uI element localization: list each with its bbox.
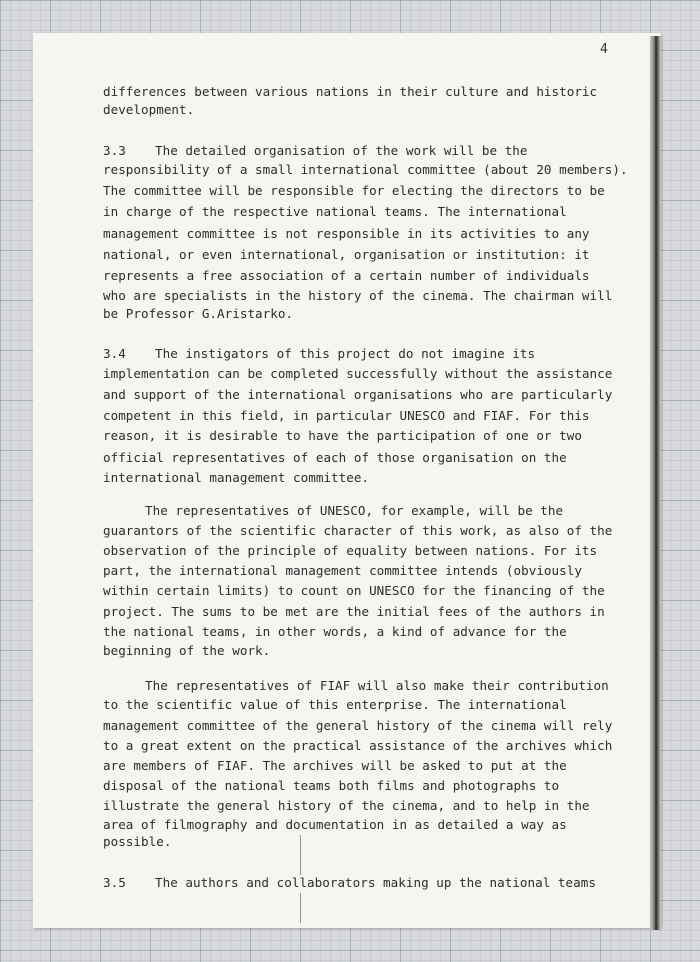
text-line: project. The sums to be met are the initial fees of the authors in xyxy=(103,604,605,619)
text-line: The authors and collaborators making up the national teams xyxy=(155,875,596,890)
section-3-3-line xyxy=(103,143,528,159)
text-line: the national teams, in other words, a kind of advance for the xyxy=(103,624,567,639)
text-line: international management committee. xyxy=(103,470,370,485)
text-line: national, or even international, organisation or institution: it xyxy=(103,247,590,262)
text-line: disposal of the national teams both films and photographs to xyxy=(103,778,560,793)
text-line: management committee is not responsible in its activities to any xyxy=(103,226,590,241)
text-line: are members of FIAF. The archives will be asked to put at the xyxy=(103,758,567,773)
text-line: competent in this field, in particular UNESCO and FIAF. For this xyxy=(103,408,590,423)
text-line: beginning of the work. xyxy=(103,643,271,658)
text-line: illustrate the general history of the cinema, and to help in the xyxy=(103,798,590,813)
section-number: 3.5 xyxy=(103,875,126,890)
text-line: to a great extent on the practical assistance of the archives which xyxy=(103,738,613,753)
text-line: official representatives of each of those organisation on the xyxy=(103,450,567,465)
section-number: 3.3 xyxy=(103,143,126,158)
text-line: part, the international management committee intends (obviously xyxy=(103,563,582,578)
section-number: 3.4 xyxy=(103,346,126,361)
text-line: management committee of the general history of the cinema will rely xyxy=(103,718,613,733)
text-line: The representatives of UNESCO, for example, will be the xyxy=(145,503,564,518)
section-3-4-line xyxy=(103,346,535,362)
fold-mark xyxy=(300,893,301,923)
text-line: in charge of the respective national teams. The international xyxy=(103,204,567,219)
paper-edge-shadow xyxy=(650,36,661,930)
text-line: reason, it is desirable to have the participation of one or two xyxy=(103,428,582,443)
text-line: The instigators of this project do not imagine its xyxy=(155,346,536,361)
text-line: development. xyxy=(103,102,195,117)
text-line: responsibility of a small international committee (about 20 members). xyxy=(103,162,628,177)
fold-mark xyxy=(300,835,301,875)
text-line: possible. xyxy=(103,834,172,849)
text-line: be Professor G.Aristarko. xyxy=(103,306,294,321)
text-line: and support of the international organisations who are particularly xyxy=(103,387,613,402)
text-line: area of filmography and documentation in as detailed a way as xyxy=(103,817,567,832)
section-3-5-line xyxy=(103,875,596,891)
text-line: who are specialists in the history of the cinema. The chairman will xyxy=(103,288,613,303)
text-line: within certain limits) to count on UNESCO for the financing of the xyxy=(103,583,605,598)
text-line: guarantors of the scientific character of this work, as also of the xyxy=(103,523,613,538)
text-line: differences between various nations in their culture and historic xyxy=(103,84,598,99)
text-line: represents a free association of a certain number of individuals xyxy=(103,268,590,283)
text-line: The committee will be responsible for electing the directors to be xyxy=(103,183,605,198)
page-number: 4 xyxy=(600,42,608,57)
text-line: to the scientific value of this enterprise. The international xyxy=(103,697,567,712)
text-line: implementation can be completed successfully without the assistance xyxy=(103,366,613,381)
text-line: observation of the principle of equality between nations. For its xyxy=(103,543,598,558)
text-line: The representatives of FIAF will also make their contribution xyxy=(145,678,609,693)
text-line: The detailed organisation of the work will be the xyxy=(155,143,528,158)
